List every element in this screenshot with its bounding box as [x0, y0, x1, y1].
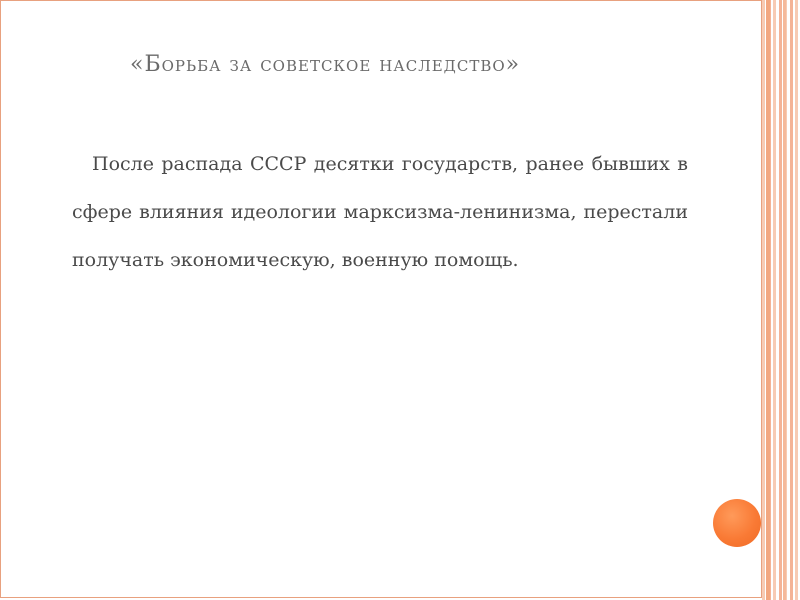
slide-title: «Борьба за советское наследство» — [130, 52, 521, 77]
slide-body-text: После распада СССР десятки государств, ранее бывших в сфере влияния идеологии марксизма-ленинизма, перестали получать экономическую, военную помощь. — [72, 153, 688, 271]
decorative-circle — [713, 499, 761, 547]
decorative-stripe-accent — [766, 0, 770, 600]
decorative-stripe-accent — [783, 0, 786, 600]
